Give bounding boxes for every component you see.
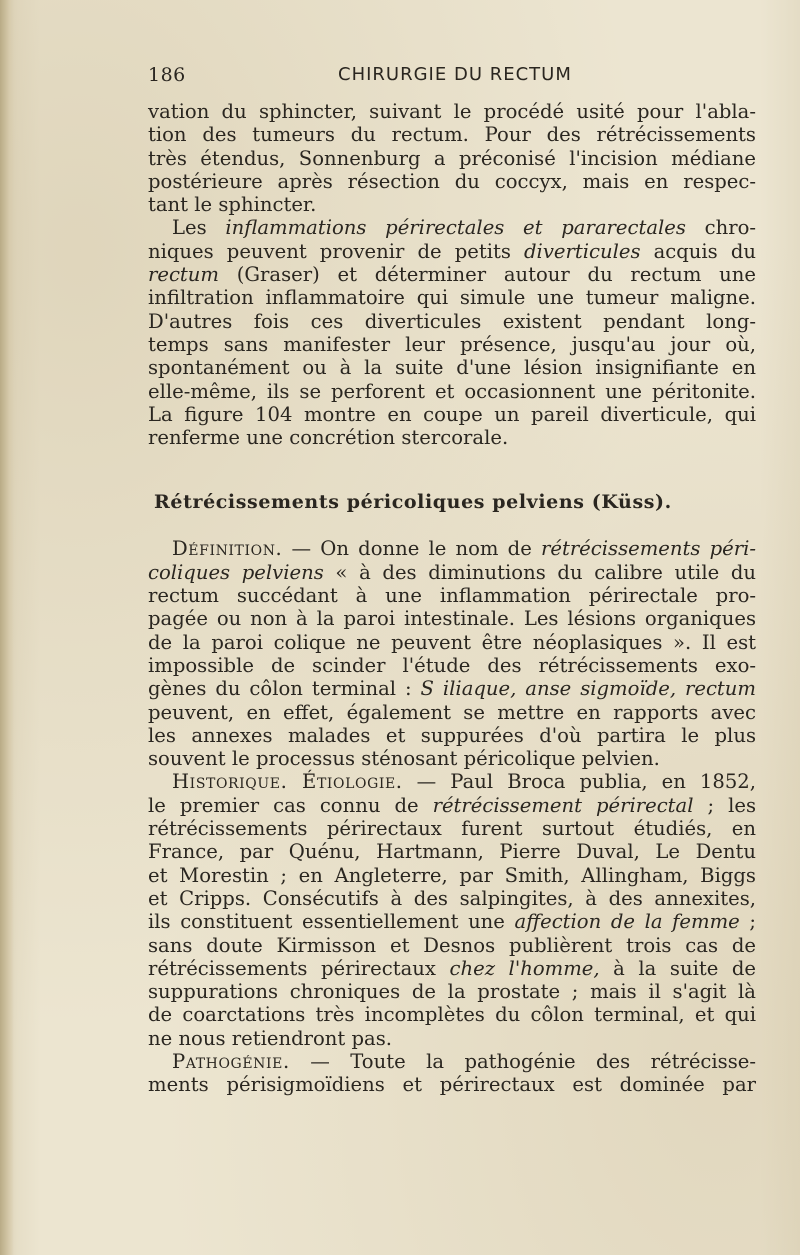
text-run: ils constituent essentiellement une [148,910,515,934]
italic-term: rétrécissement périrectal [432,793,694,817]
text-line: de coarctations très incomplètes du côlon terminal, et qui [148,1003,756,1027]
text-run: acquis du [640,239,756,263]
text-line: sans doute Kirmisson et Desnos publièrent trois cas de [148,933,756,957]
text-line [148,561,756,584]
italic-term: inflammations périrectales et pararectales [225,216,686,240]
text-run: ; [739,910,756,934]
text-run: le premier cas connu de [148,793,433,817]
text-line [148,216,756,239]
text-line [148,1050,756,1073]
text-run: — Paul Broca publia, en 1852, [402,770,756,794]
text-run: à la suite de [599,956,757,980]
page-binding-edge [0,0,14,1255]
text-run: (Graser) et déterminer autour du rectum une [219,263,756,287]
text-line: les annexes malades et suppurées d'où partira le plus [148,723,756,747]
heading-gap [148,515,756,537]
text-line: tion des tumeurs du rectum. Pour des rétrécissements [148,123,756,147]
text-run: rétrécissements périrectaux [148,956,450,980]
text-line: ments périsigmoïdiens et périrectaux est dominée par [148,1073,756,1097]
text-line: souvent le processus sténosant péricolique pelvien. [148,747,660,771]
running-title: CHIRURGIE DU RECTUM [338,64,572,85]
italic-term: chez l'homme, [449,956,600,980]
running-head [148,64,760,92]
italic-term: rétrécissements péri- [540,537,757,561]
body-text [148,100,756,1097]
text-line: peuvent, en effet, également se mettre en rapports avec [148,700,756,724]
small-caps-label: Pathogénie. [172,1049,290,1073]
text-run: — On donne le nom de [282,537,541,561]
text-line: et Morestin ; en Angleterre, par Smith, Allingham, Biggs [148,863,756,887]
text-line [148,794,756,817]
text-run: — Toute la pathogénie des rétrécisse- [289,1049,756,1073]
section-gap [148,449,756,489]
text-line [148,263,756,286]
text-line: ne nous retiendront pas. [148,1026,393,1050]
text-run: « à des diminutions du calibre utile du [323,560,756,584]
text-run: niques peuvent provenir de petits [148,239,525,263]
small-caps-label: Historique. Étiologie. [172,770,403,794]
text-line: elle-même, ils se perforent et occasionnent une péritonite. [148,379,756,403]
italic-term: rectum [148,263,220,287]
text-line: renferme une concrétion stercorale. [148,426,509,450]
italic-term: coliques pelviens [148,560,324,584]
text-line: temps sans manifester leur présence, jusqu'au jour où, [148,332,756,356]
text-line: vation du sphincter, suivant le procédé usité pour l'abla- [148,100,756,123]
text-line: rectum succédant à une inflammation périrectale pro- [148,584,756,608]
page-number: 186 [148,64,186,86]
text-line [148,957,756,980]
italic-term: S iliaque, anse sigmoïde, rectum [420,677,757,701]
text-line: spontanément ou à la suite d'une lésion insignifiante en [148,356,756,380]
text-line: postérieure après résection du coccyx, mais en respec- [148,169,756,193]
text-line: impossible de scinder l'étude des rétrécissements exo- [148,653,756,677]
section-heading: Rétrécissements péricoliques pelviens (Küss). [154,491,672,514]
text-line [148,770,756,793]
text-line: rétrécissements périrectaux furent surtout étudiés, en [148,817,756,841]
text-line: D'autres fois ces diverticules existent pendant long- [148,309,756,333]
text-line [148,240,756,263]
text-run: Les [172,216,226,240]
text-line: très étendus, Sonnenburg a préconisé l'incision médiane [148,146,756,170]
text-line: infiltration inflammatoire qui simule une tumeur maligne. [148,286,756,310]
text-line: de la paroi colique ne peuvent être néoplasiques ». Il est [148,630,756,654]
text-run: gènes du côlon terminal : [148,677,421,701]
text-line [148,910,756,933]
text-line: France, par Quénu, Hartmann, Pierre Duval, Le Dentu [148,840,756,864]
text-line [148,677,756,700]
italic-term: affection de la femme [514,910,740,934]
text-run: chro- [685,216,757,240]
text-line: pagée ou non à la paroi intestinale. Les lésions organiques [148,607,756,631]
text-line [148,537,756,560]
text-run: ; les [693,793,757,817]
text-line: tant le sphincter. [148,193,317,217]
small-caps-label: Définition. [172,537,283,561]
text-line: La figure 104 montre en coupe un pareil diverticule, qui [148,402,756,426]
text-line: suppurations chroniques de la prostate ; mais il s'agit là [148,980,756,1004]
text-line: et Cripps. Consécutifs à des salpingites, à des annexites, [148,886,756,910]
italic-term: diverticules [524,239,641,263]
